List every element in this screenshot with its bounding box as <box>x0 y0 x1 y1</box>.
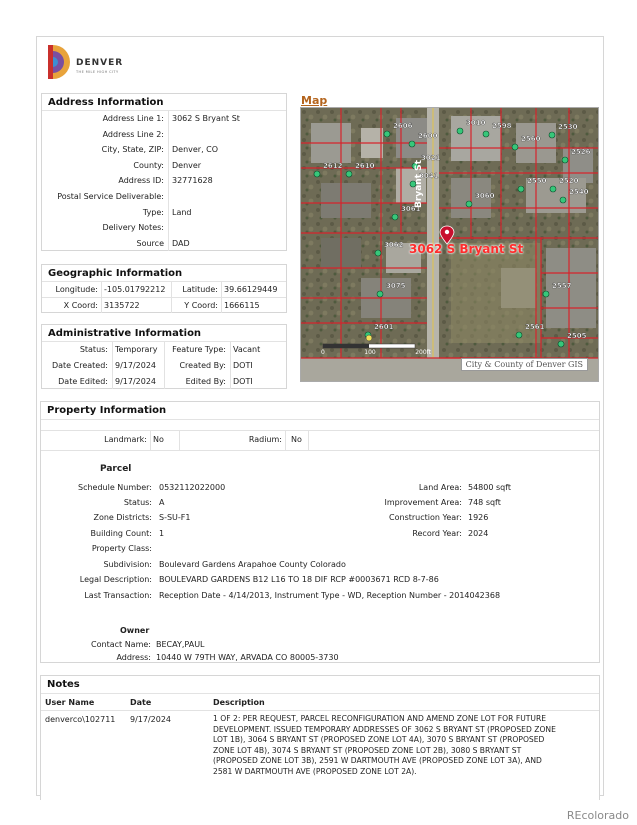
parcel-field-label: Status: <box>123 498 152 507</box>
address-row-label: City, State, ZIP: <box>101 145 164 155</box>
parcel-field-label: Zone Districts: <box>93 513 152 522</box>
note-user: denverco\102711 <box>45 715 116 724</box>
address-row-value: 32771628 <box>172 176 213 186</box>
parcel-number-label: 3021 <box>421 154 441 162</box>
owner-address-value: 10440 W 79TH WAY, ARVADA CO 80005-3730 <box>156 653 339 662</box>
parcel-number-label: 2600 <box>418 132 438 140</box>
parcel-number-label: 2606 <box>393 122 413 130</box>
parcel-marker-icon[interactable] <box>543 291 549 297</box>
parcel-field-value: S-SU-F1 <box>159 513 191 522</box>
parcel-number-label: 2601 <box>374 323 394 331</box>
latitude-value: 39.66129449 <box>224 285 278 294</box>
parcel-field-value: A <box>159 498 165 507</box>
owner-heading: Owner <box>120 626 150 635</box>
parcel-marker-icon[interactable] <box>512 144 518 150</box>
scale-label-2: 200ft <box>415 349 431 356</box>
map-scale-labels <box>321 349 431 356</box>
parcel-field-value: 0532112022000 <box>159 483 226 492</box>
address-row-value: Denver, CO <box>172 145 219 155</box>
address-row-value: 3062 S Bryant St <box>172 114 240 123</box>
parcel-number-label: 2505 <box>567 332 587 340</box>
parcel-marker-icon[interactable] <box>560 197 566 203</box>
note-description-line: DEVELOPMENT. ISSUED TEMPORARY ADDRESSES OF 3062 S BRYANT ST (PROPOSED ZONE <box>213 724 556 734</box>
parcel-marker-icon[interactable] <box>392 214 398 220</box>
parcel-area-label: Record Year: <box>412 529 462 538</box>
logo-wordmark: DENVER <box>76 58 124 68</box>
admin-info-panel <box>41 324 287 389</box>
parcel-field-value: BOULEVARD GARDENS B12 L16 TO 18 DIF RCP #0003671 RCD 8-7-86 <box>159 575 439 584</box>
address-row-label: County: <box>133 160 164 170</box>
notes-col-date: Date <box>130 698 152 707</box>
landmark-value: No <box>153 435 164 444</box>
owner-address-label: Address: <box>116 653 151 662</box>
parcel-number-label: 3061 <box>401 205 421 213</box>
geo-info-panel <box>41 264 287 313</box>
parcel-number-label: 2520 <box>559 177 579 185</box>
property-info-title: Property Information <box>41 402 599 420</box>
parcel-field-label: Subdivision: <box>103 560 152 569</box>
feature-type-label: Feature Type: <box>172 345 226 354</box>
address-row-value: DAD <box>172 238 190 248</box>
denver-logo-icon <box>46 43 74 81</box>
address-row-label: Delivery Notes: <box>102 223 164 233</box>
parcel-area-value: 2024 <box>468 529 489 538</box>
parcel-marker-icon[interactable] <box>457 128 463 134</box>
edited-by-value: DOTI <box>233 377 253 386</box>
parcel-map[interactable] <box>300 107 599 382</box>
note-description-line: LOT 1B), 3064 S BRYANT ST (PROPOSED ZONE LOT 4A), 3070 S BRYANT ST (PROPOSED <box>213 735 545 745</box>
parcel-number-label: 3010 <box>466 119 486 127</box>
parcel-number-label: 2526 <box>571 148 591 156</box>
date-created-value: 9/17/2024 <box>115 361 157 370</box>
address-row-label: Postal Service Deliverable: <box>57 192 164 201</box>
address-row-label: Address Line 2: <box>102 129 164 139</box>
notes-col-user: User Name <box>45 698 95 707</box>
parcel-marker-icon[interactable] <box>409 141 415 147</box>
parcel-marker-icon[interactable] <box>562 157 568 163</box>
parcel-number-label: 2561 <box>525 323 545 331</box>
parcel-field-label: Property Class: <box>91 544 152 553</box>
parcel-field-value: 1 <box>159 529 165 538</box>
parcel-number-label: 2612 <box>323 162 343 170</box>
parcel-heading: Parcel <box>100 464 132 474</box>
parcel-area-value: 1926 <box>468 513 489 522</box>
parcel-field-value: Boulevard Gardens Arapahoe County Colorado <box>159 560 346 569</box>
property-info-panel <box>40 401 600 663</box>
parcel-area-label: Construction Year: <box>389 513 462 522</box>
parcel-marker-icon[interactable] <box>550 186 556 192</box>
parcel-area-label: Improvement Area: <box>384 498 462 507</box>
note-description-line: 2581 W DARTMOUTH AVE (PROPOSED ZONE LOT 2A). <box>213 766 417 776</box>
parcel-number-label: 2610 <box>355 162 375 170</box>
edited-by-label: Edited By: <box>185 377 226 386</box>
parcel-marker-icon[interactable] <box>558 341 564 347</box>
parcel-number-label: 2530 <box>558 123 578 131</box>
admin-status-label: Status: <box>79 345 108 354</box>
xcoord-label: X Coord: <box>63 301 98 310</box>
longitude-label: Longitude: <box>55 285 98 294</box>
address-row-label: Type: <box>142 207 164 217</box>
latitude-label: Latitude: <box>182 285 218 294</box>
radium-label: Radium: <box>248 435 282 444</box>
parcel-area-label: Land Area: <box>418 483 462 492</box>
parcel-marker-icon[interactable] <box>549 132 555 138</box>
date-edited-label: Date Edited: <box>58 377 108 386</box>
parcel-marker-icon[interactable] <box>375 250 381 256</box>
map-credit: City & County of Denver GIS <box>461 358 588 371</box>
denver-logo <box>46 43 156 81</box>
date-created-label: Date Created: <box>51 361 108 370</box>
date-edited-value: 9/17/2024 <box>115 377 157 386</box>
parcel-marker-icon[interactable] <box>466 201 472 207</box>
map-address-label: 3062 S Bryant St <box>409 242 524 256</box>
note-description-line: ZONE LOT 4B), 3074 S BRYANT ST (PROPOSED ZONE LOT 2B), 3080 S BRYANT ST <box>213 745 522 755</box>
parcel-number-label: 2560 <box>521 135 541 143</box>
feature-type-value: Vacant <box>233 345 261 354</box>
contact-name-value: BECAY,PAUL <box>156 640 205 649</box>
notes-col-desc: Description <box>213 698 265 707</box>
parcel-marker-icon[interactable] <box>377 291 383 297</box>
logo-tagline: THE MILE HIGH CITY <box>76 70 119 74</box>
address-info-title: Address Information <box>42 94 286 111</box>
contact-name-label: Contact Name: <box>91 640 151 649</box>
parcel-number-label: 2540 <box>569 188 589 196</box>
notes-title: Notes <box>41 676 599 694</box>
ycoord-label: Y Coord: <box>184 301 218 310</box>
scale-label-1: 100 <box>364 349 376 356</box>
admin-status-value: Temporary <box>115 345 158 354</box>
parcel-number-label: 3062 <box>384 241 404 249</box>
parcel-marker-icon[interactable] <box>518 186 524 192</box>
longitude-value: -105.01792212 <box>104 285 166 294</box>
parcel-number-label: 2550 <box>527 177 547 185</box>
parcel-number-label: 3041 <box>419 172 439 180</box>
radium-value: No <box>291 435 302 444</box>
address-row-label: Address ID: <box>118 176 164 186</box>
parcel-field-label: Building Count: <box>90 529 152 538</box>
scale-label-0: 0 <box>321 349 325 356</box>
address-row-label: Address Line 1: <box>102 114 164 123</box>
parcel-number-label: 3060 <box>475 192 495 200</box>
recolorado-watermark: REcolorado <box>566 809 629 822</box>
note-description-line: 1 OF 2: PER REQUEST, PARCEL RECONFIGURATION AND AMEND ZONE LOT FOR FUTURE <box>213 714 547 723</box>
parcel-field-label: Schedule Number: <box>78 483 152 492</box>
address-row-label: Source <box>136 238 164 248</box>
admin-info-title: Administrative Information <box>42 325 286 342</box>
address-row-value: Denver <box>172 160 202 170</box>
parcel-marker-icon[interactable] <box>346 171 352 177</box>
created-by-label: Created By: <box>179 361 226 370</box>
parcel-marker-icon[interactable] <box>516 332 522 338</box>
note-description <box>213 714 598 778</box>
map-street-label: Bryant St <box>414 160 424 208</box>
parcel-marker-icon[interactable] <box>384 131 390 137</box>
xcoord-value: 3135722 <box>104 301 140 310</box>
notes-panel <box>40 675 600 800</box>
parcel-area-value: 748 sqft <box>468 498 501 507</box>
parcel-field-value: Reception Date - 4/14/2013, Instrument Type - WD, Reception Number - 2014042368 <box>159 591 501 600</box>
geo-info-title: Geographic Information <box>42 265 286 282</box>
parcel-field-label: Last Transaction: <box>84 591 152 600</box>
parcel-number-label: 2598 <box>492 122 512 130</box>
note-date: 9/17/2024 <box>130 715 172 724</box>
parcel-number-label: 2557 <box>552 282 572 290</box>
created-by-value: DOTI <box>233 361 253 370</box>
landmark-label: Landmark: <box>104 435 147 444</box>
parcel-area-value: 54800 sqft <box>468 483 512 492</box>
note-description-line: (PROPOSED ZONE LOT 3B), 2591 W DARTMOUTH AVE (PROPOSED ZONE LOT 3A), AND <box>213 756 542 766</box>
ycoord-value: 1666115 <box>224 301 260 310</box>
address-row-value: Land <box>172 207 192 217</box>
parcel-field-label: Legal Description: <box>79 575 152 584</box>
parcel-marker-icon[interactable] <box>314 171 320 177</box>
map-title[interactable]: Map <box>301 94 328 107</box>
parcel-marker-icon[interactable] <box>483 131 489 137</box>
address-info-panel <box>41 93 287 251</box>
parcel-number-label: 3075 <box>386 282 406 290</box>
